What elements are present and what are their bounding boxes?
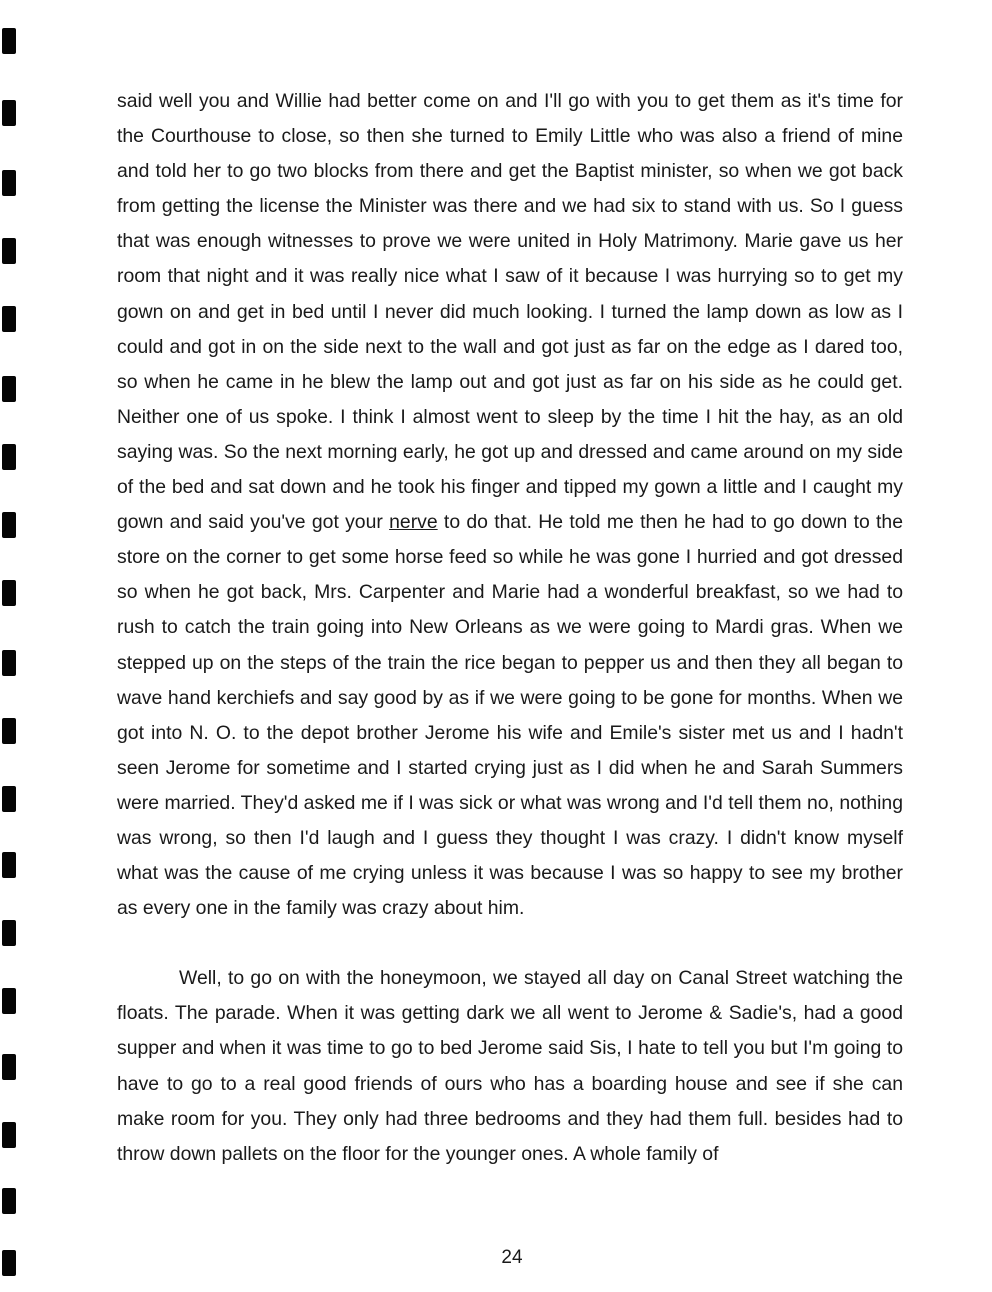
page-number: 24 <box>501 1247 523 1268</box>
underlined-word: nerve <box>389 511 438 534</box>
paragraph <box>117 961 903 1172</box>
paragraph-text: to do that. He told me then he had to go down to the store on the corner to get some horse feed so while he was gone I hurried and got dressed so when he got back, Mrs. Carpenter and Marie had a wonderful breakfast, so we had to rush to catch the train going into New Orleans as we were going to Mardi gras. When we stepped up on the steps of the train the rice began to pepper us and then they all began to wave hand kerchiefs and say good by as if we were going to be gone for months. When we got into N. O. to the depot brother Jerome his wife and Emile's sister met us and I hadn't seen Jerome for sometime and I started crying just as I did when he and Sarah Summers were married. They'd asked me if I was sick or what was wrong and I'd tell them no, nothing was wrong, so then I'd laugh and I guess they thought I was crazy. I didn't know myself what was the cause of me crying unless it was because I was so happy to see my brother as every one in the family was crazy about him. <box>117 511 903 920</box>
binding-hole <box>2 170 16 196</box>
paragraph-text: Well, to go on with the honeymoon, we stayed all day on Canal Street watching the floats. The parade. When it was getting dark we all went to Jerome & Sadie's, had a good supper and when it was time to go to bed Jerome said Sis, I hate to tell you but I'm going to have to go to a real good friends of ours who has a boarding house and see if she can make room for you. They only had three bedrooms and they had them full. besides had to throw down pallets on the floor for the younger ones. A whole family of <box>117 967 903 1165</box>
binding-hole <box>2 306 16 332</box>
binding-hole <box>2 920 16 946</box>
binding-hole <box>2 650 16 676</box>
binding-hole <box>2 580 16 606</box>
binding-hole <box>2 28 16 54</box>
binding-hole <box>2 988 16 1014</box>
binding-hole <box>2 786 16 812</box>
binding-holes <box>0 0 22 1292</box>
binding-hole <box>2 444 16 470</box>
paragraph-text: said well you and Willie had better come on and I'll go with you to get them as it's time for the Courthouse to close, so then she turned to Emily Little who was also a friend of mine and told her to go two blocks from there and get the Baptist minister, so when we got back from getting the license the Minister was there and we had six to stand with us. So I guess that was enough witnesses to prove we were united in Holy Matrimony. Marie gave us her room that night and it was really nice what I saw of it because I was hurrying so to get my gown on and get in bed until I never did much looking. I turned the lamp down as low as I could and got in on the side next to the wall and got just as far on the edge as I dared too, so when he came in he blew the lamp out and got just as far on his side as he could get. Neither one of us spoke. I think I almost went to sleep by the time I hit the hay, as an old saying was. So the next morning early, he got up and dressed and came around on my side of the bed and sat down and he took his finger and tipped my gown a little and I caught my gown and said you've got your <box>117 90 903 534</box>
binding-hole <box>2 238 16 264</box>
body-text <box>117 84 903 1172</box>
binding-hole <box>2 718 16 744</box>
paragraph <box>117 84 903 926</box>
binding-hole <box>2 512 16 538</box>
binding-hole <box>2 100 16 126</box>
binding-hole <box>2 1122 16 1148</box>
binding-hole <box>2 376 16 402</box>
binding-hole <box>2 1054 16 1080</box>
binding-hole <box>2 852 16 878</box>
binding-hole <box>2 1188 16 1214</box>
